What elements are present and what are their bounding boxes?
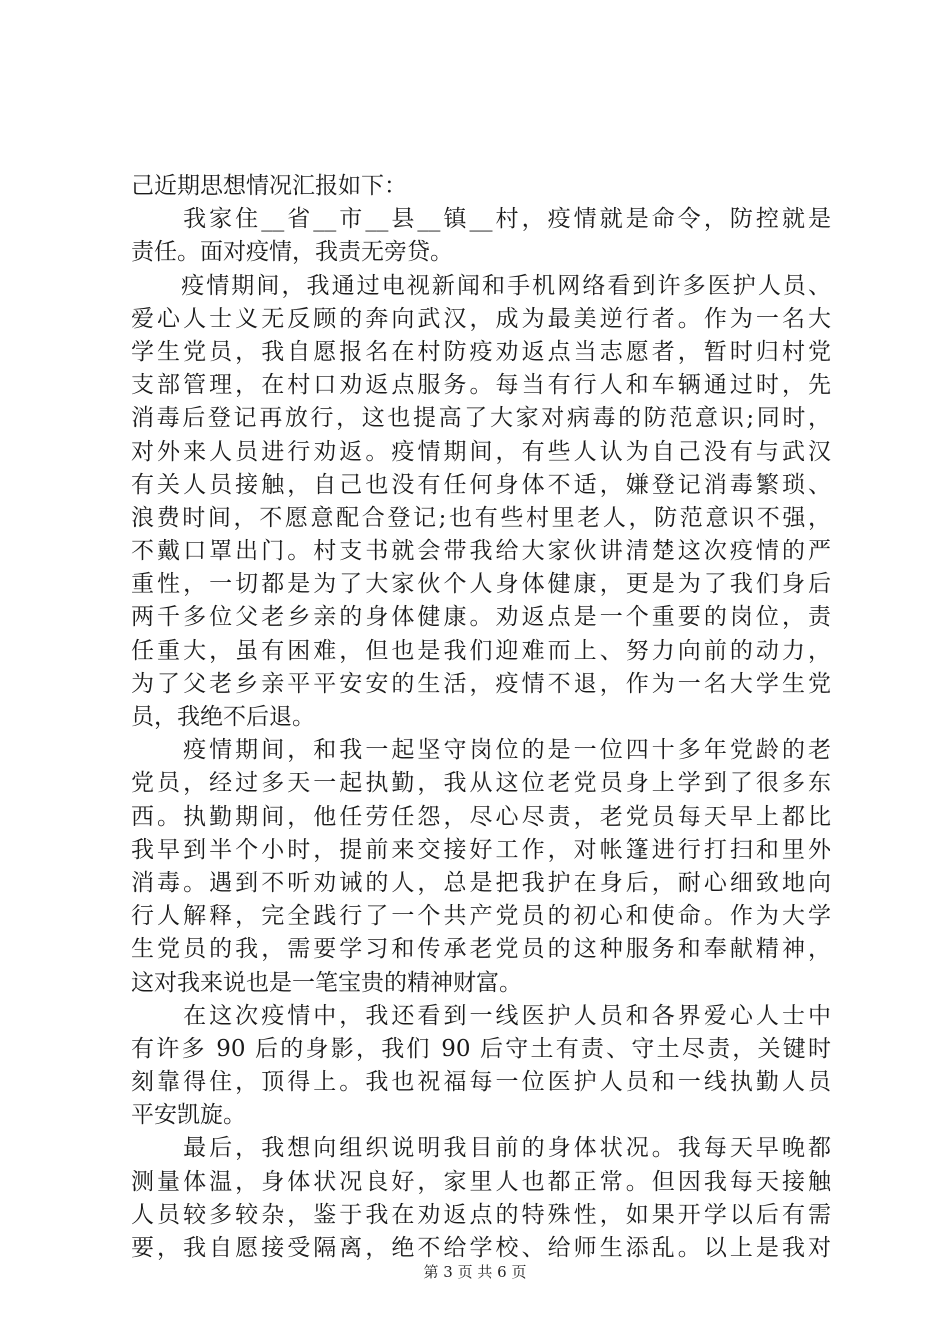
text-line: 为了父老乡亲平平安安的生活，疫情不退，作为一名大学生党	[131, 670, 831, 697]
text-line: 支部管理，在村口劝返点服务。每当有行人和车辆通过时，先	[131, 372, 831, 399]
text-line: 不戴口罩出门。村支书就会带我给大家伙讲清楚这次疫情的严	[131, 538, 831, 565]
text-line: 己近期思想情况汇报如下：	[131, 173, 407, 199]
text-line: 消毒后登记再放行，这也提高了大家对病毒的防范意识;同时，	[131, 405, 831, 432]
text-line: 疫情期间，我通过电视新闻和手机网络看到许多医护人员、	[131, 272, 831, 299]
text-line: 这对我来说也是一笔宝贵的精神财富。	[131, 969, 522, 996]
text-line: 浪费时间，不愿意配合登记;也有些村里老人，防范意识不强，	[131, 504, 831, 531]
text-line: 人员较多较杂，鉴于我在劝返点的特殊性，如果开学以后有需	[131, 1201, 831, 1228]
text-line: 测量体温，身体状况良好，家里人也都正常。但因我每天接触	[131, 1168, 831, 1195]
text-line: 要，我自愿接受隔离，绝不给学校、给师生添乱。以上是我对	[131, 1235, 831, 1261]
page-number-label: 第 3 页 共 6 页	[423, 1263, 527, 1281]
text-line: 平安凯旋。	[131, 1102, 246, 1129]
text-line: 责任。面对疫情，我责无旁贷。	[131, 239, 453, 266]
text-line: 刻靠得住，顶得上。我也祝福每一位医护人员和一线执勤人员	[131, 1069, 831, 1096]
document-body	[131, 170, 831, 1265]
text-line: 我早到半个小时，提前来交接好工作，对帐篷进行打扫和里外	[131, 836, 831, 863]
text-line: 两千多位父老乡亲的身体健康。劝返点是一个重要的岗位，责	[131, 604, 831, 631]
text-line: 重性，一切都是为了大家伙个人身体健康，更是为了我们身后	[131, 571, 831, 598]
text-line: 行人解释，完全践行了一个共产党员的初心和使命。作为大学	[131, 903, 831, 930]
text-line: 最后，我想向组织说明我目前的身体状况。我每天早晚都	[131, 1135, 831, 1162]
text-line: 有许多 90 后的身影，我们 90 后守土有责、守土尽责，关键时	[131, 1035, 831, 1062]
text-line: 西。执勤期间，他任劳任怨，尽心尽责，老党员每天早上都比	[131, 803, 831, 830]
text-line: 消毒。遇到不听劝诫的人，总是把我护在身后，耐心细致地向	[131, 869, 831, 896]
text-line: 有关人员接触，自己也没有任何身体不适，嫌登记消毒繁琐、	[131, 471, 831, 498]
text-line: 疫情期间，和我一起坚守岗位的是一位四十多年党龄的老	[131, 737, 831, 764]
text-line: 爱心人士义无反顾的奔向武汉，成为最美逆行者。作为一名大	[131, 305, 831, 332]
text-line: 党员，经过多天一起执勤，我从这位老党员身上学到了很多东	[131, 770, 831, 797]
text-line: 我家住__省__市__县__镇__村，疫情就是命令，防控就是	[131, 206, 831, 233]
text-line: 任重大，虽有困难，但也是我们迎难而上、努力向前的动力，	[131, 637, 831, 664]
text-line: 在这次疫情中，我还看到一线医护人员和各界爱心人士中	[131, 1002, 831, 1029]
text-line: 学生党员，我自愿报名在村防疫劝返点当志愿者，暂时归村党	[131, 338, 831, 365]
text-line: 生党员的我，需要学习和传承老党员的这种服务和奉献精神，	[131, 936, 831, 963]
page-footer	[0, 1262, 950, 1282]
text-line: 员，我绝不后退。	[131, 704, 315, 730]
text-line: 对外来人员进行劝返。疫情期间，有些人认为自己没有与武汉	[131, 438, 831, 465]
